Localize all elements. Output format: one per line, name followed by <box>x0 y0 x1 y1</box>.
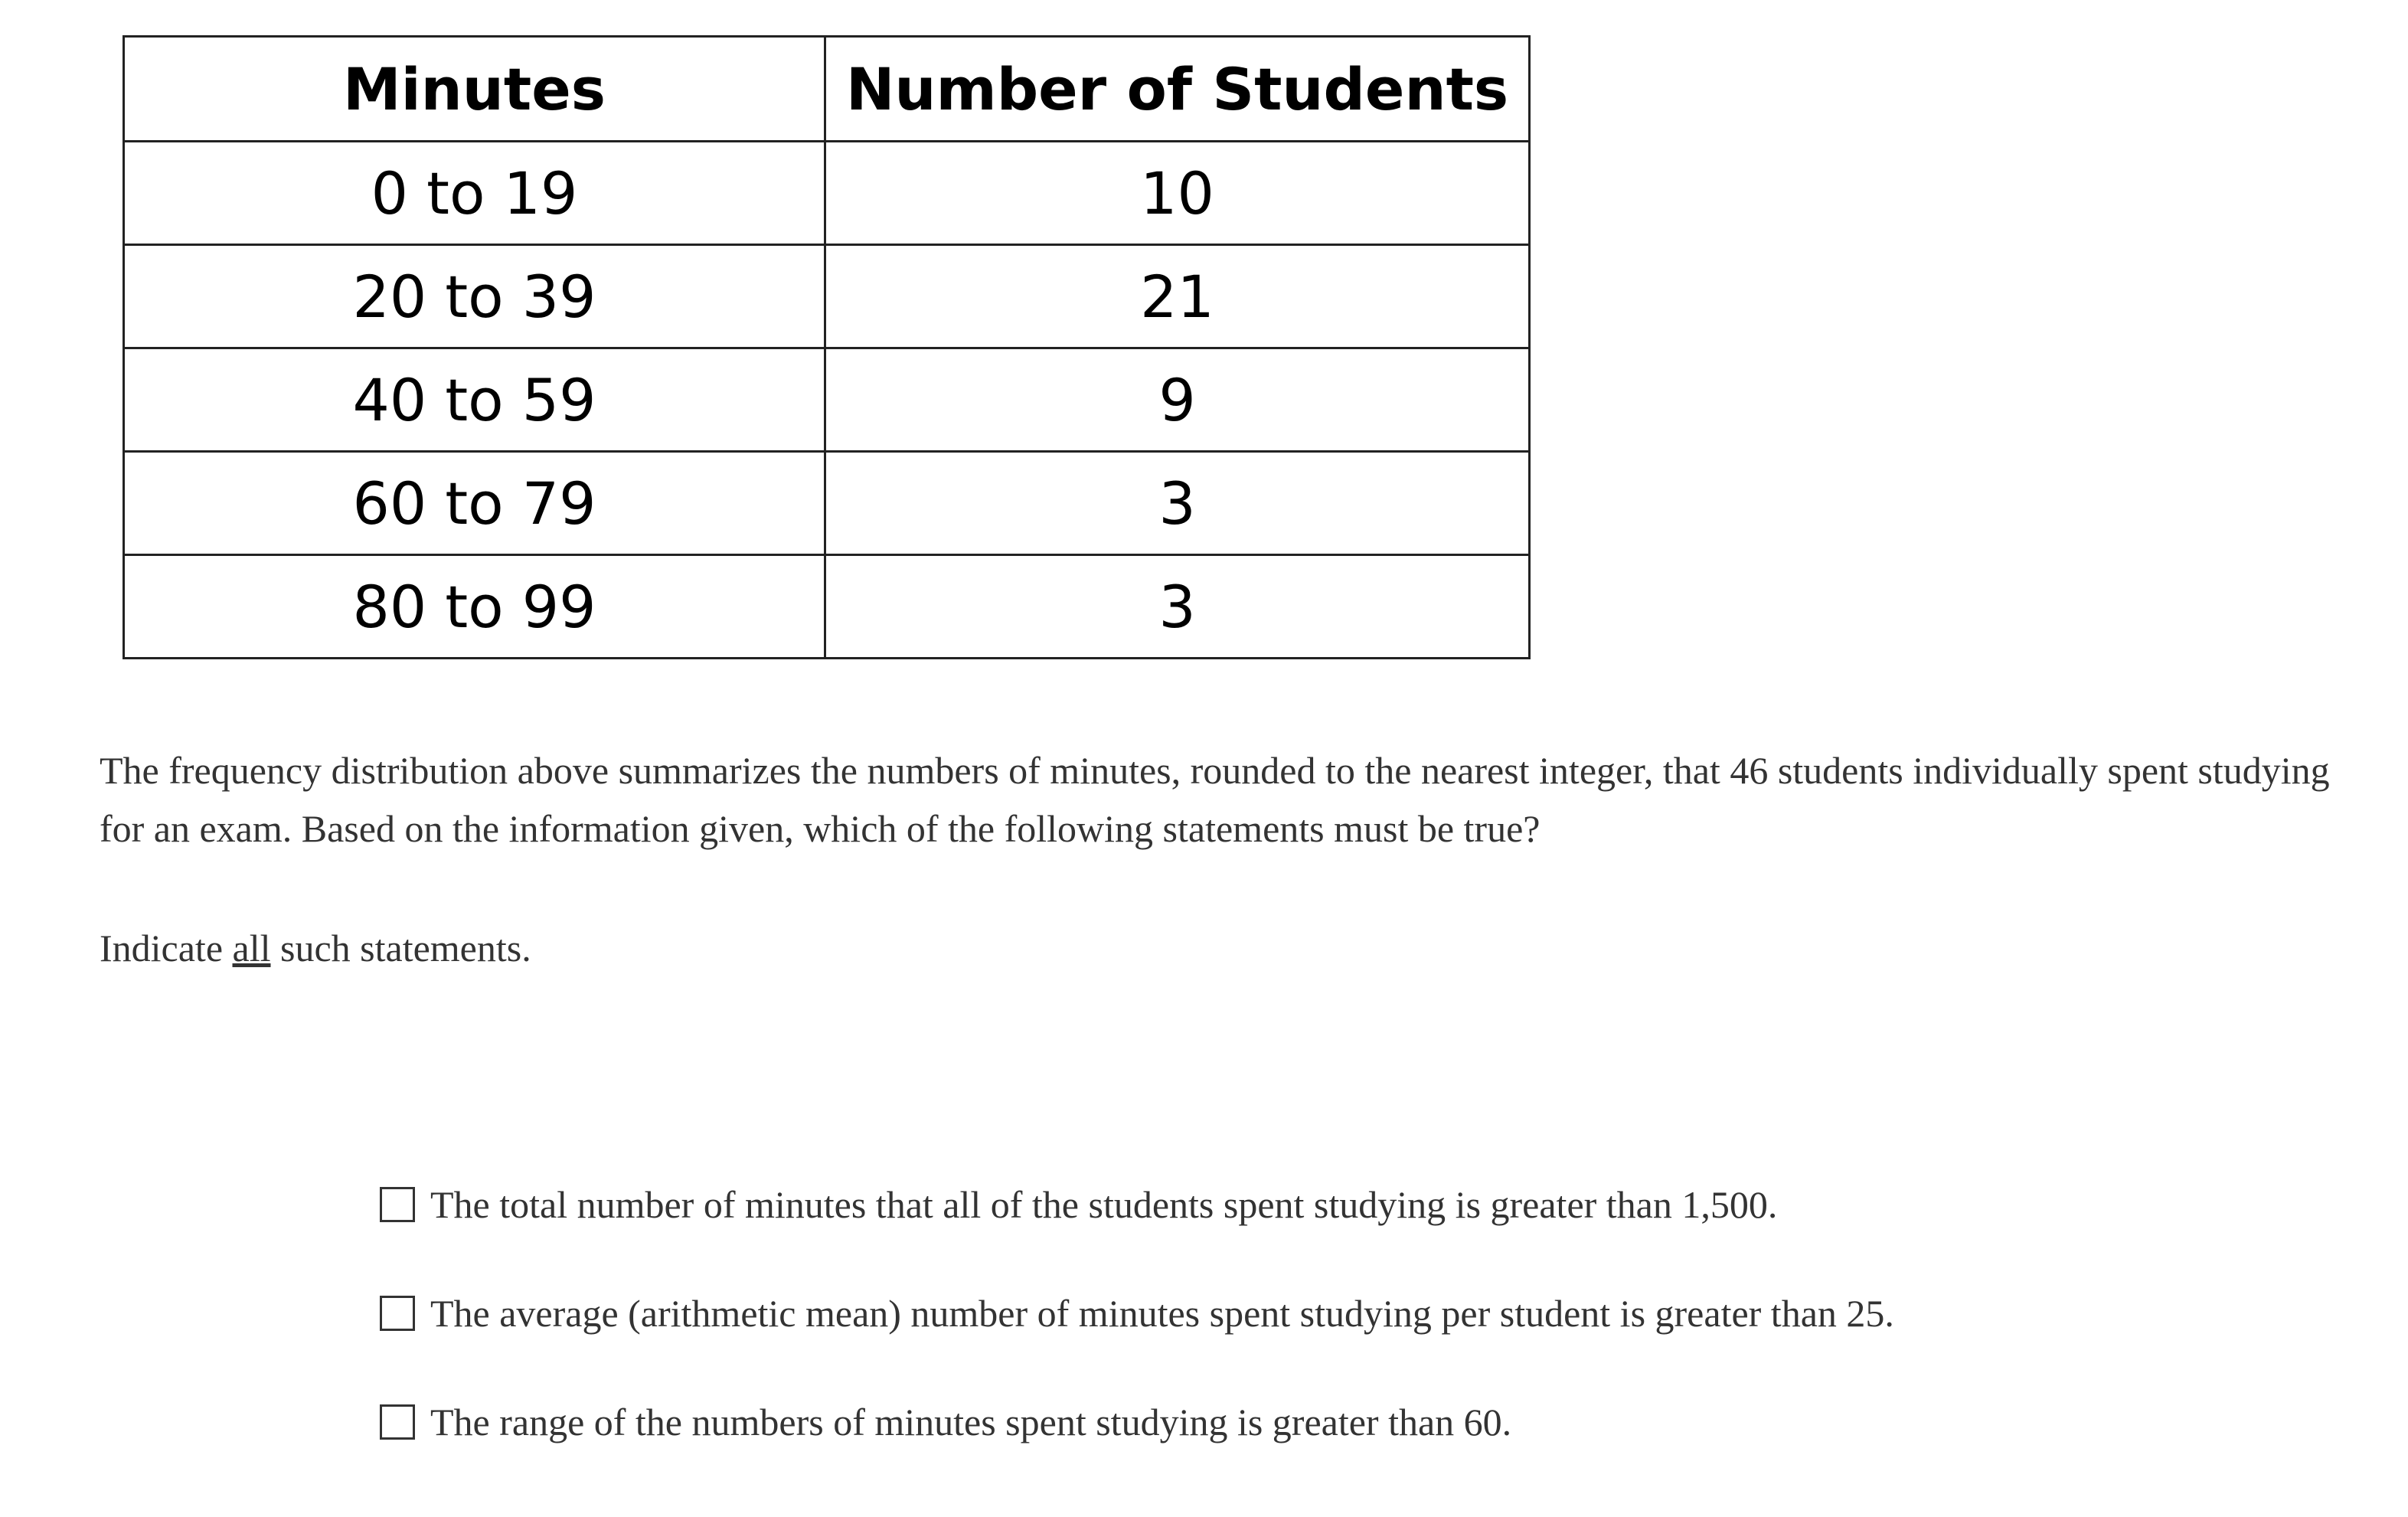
instruction-text <box>100 919 531 977</box>
table-row <box>124 555 1530 659</box>
choice-label[interactable]: The range of the numbers of minutes spent studying is greater than 60. <box>430 1401 1512 1443</box>
choice-label[interactable]: The average (arithmetic mean) number of minutes spent studying per student is greater than 25. <box>430 1292 1894 1335</box>
choice-label[interactable]: The total number of minutes that all of the students spent studying is greater than 1,500. <box>430 1183 1778 1226</box>
checkbox-icon[interactable] <box>380 1296 415 1331</box>
table-cell-students: 3 <box>825 452 1530 555</box>
choice-range-minutes[interactable] <box>380 1388 1894 1457</box>
instruction-emphasis: all <box>232 927 271 969</box>
table-cell-minutes: 0 to 19 <box>124 142 825 245</box>
table-cell-students: 21 <box>825 245 1530 348</box>
instruction-before: Indicate <box>100 927 233 969</box>
header-minutes: Minutes <box>124 37 825 142</box>
table-cell-minutes: 80 to 99 <box>124 555 825 659</box>
table-cell-students: 10 <box>825 142 1530 245</box>
instruction-after: such statements. <box>270 927 531 969</box>
table-cell-minutes: 20 to 39 <box>124 245 825 348</box>
checkbox-icon[interactable] <box>380 1404 415 1440</box>
choice-total-minutes[interactable] <box>380 1170 1894 1239</box>
table-row <box>124 245 1530 348</box>
table-row <box>124 348 1530 452</box>
choice-average-minutes[interactable] <box>380 1279 1894 1348</box>
table-cell-minutes: 60 to 79 <box>124 452 825 555</box>
table-row <box>124 452 1530 555</box>
table-row <box>124 142 1530 245</box>
table-header-row <box>124 37 1530 142</box>
checkbox-icon[interactable] <box>380 1187 415 1222</box>
table-cell-students: 9 <box>825 348 1530 452</box>
answer-choices <box>380 1170 1894 1495</box>
table-cell-students: 3 <box>825 555 1530 659</box>
table-cell-minutes: 40 to 59 <box>124 348 825 452</box>
frequency-table <box>123 35 1531 659</box>
header-number-of-students: Number of Students <box>825 37 1530 142</box>
question-text: The frequency distribution above summarizes the numbers of minutes, rounded to the nearest integer, that 46 students individually spent studying for an exam. Based on the information given, which of the following statements must be true? <box>100 749 2330 850</box>
